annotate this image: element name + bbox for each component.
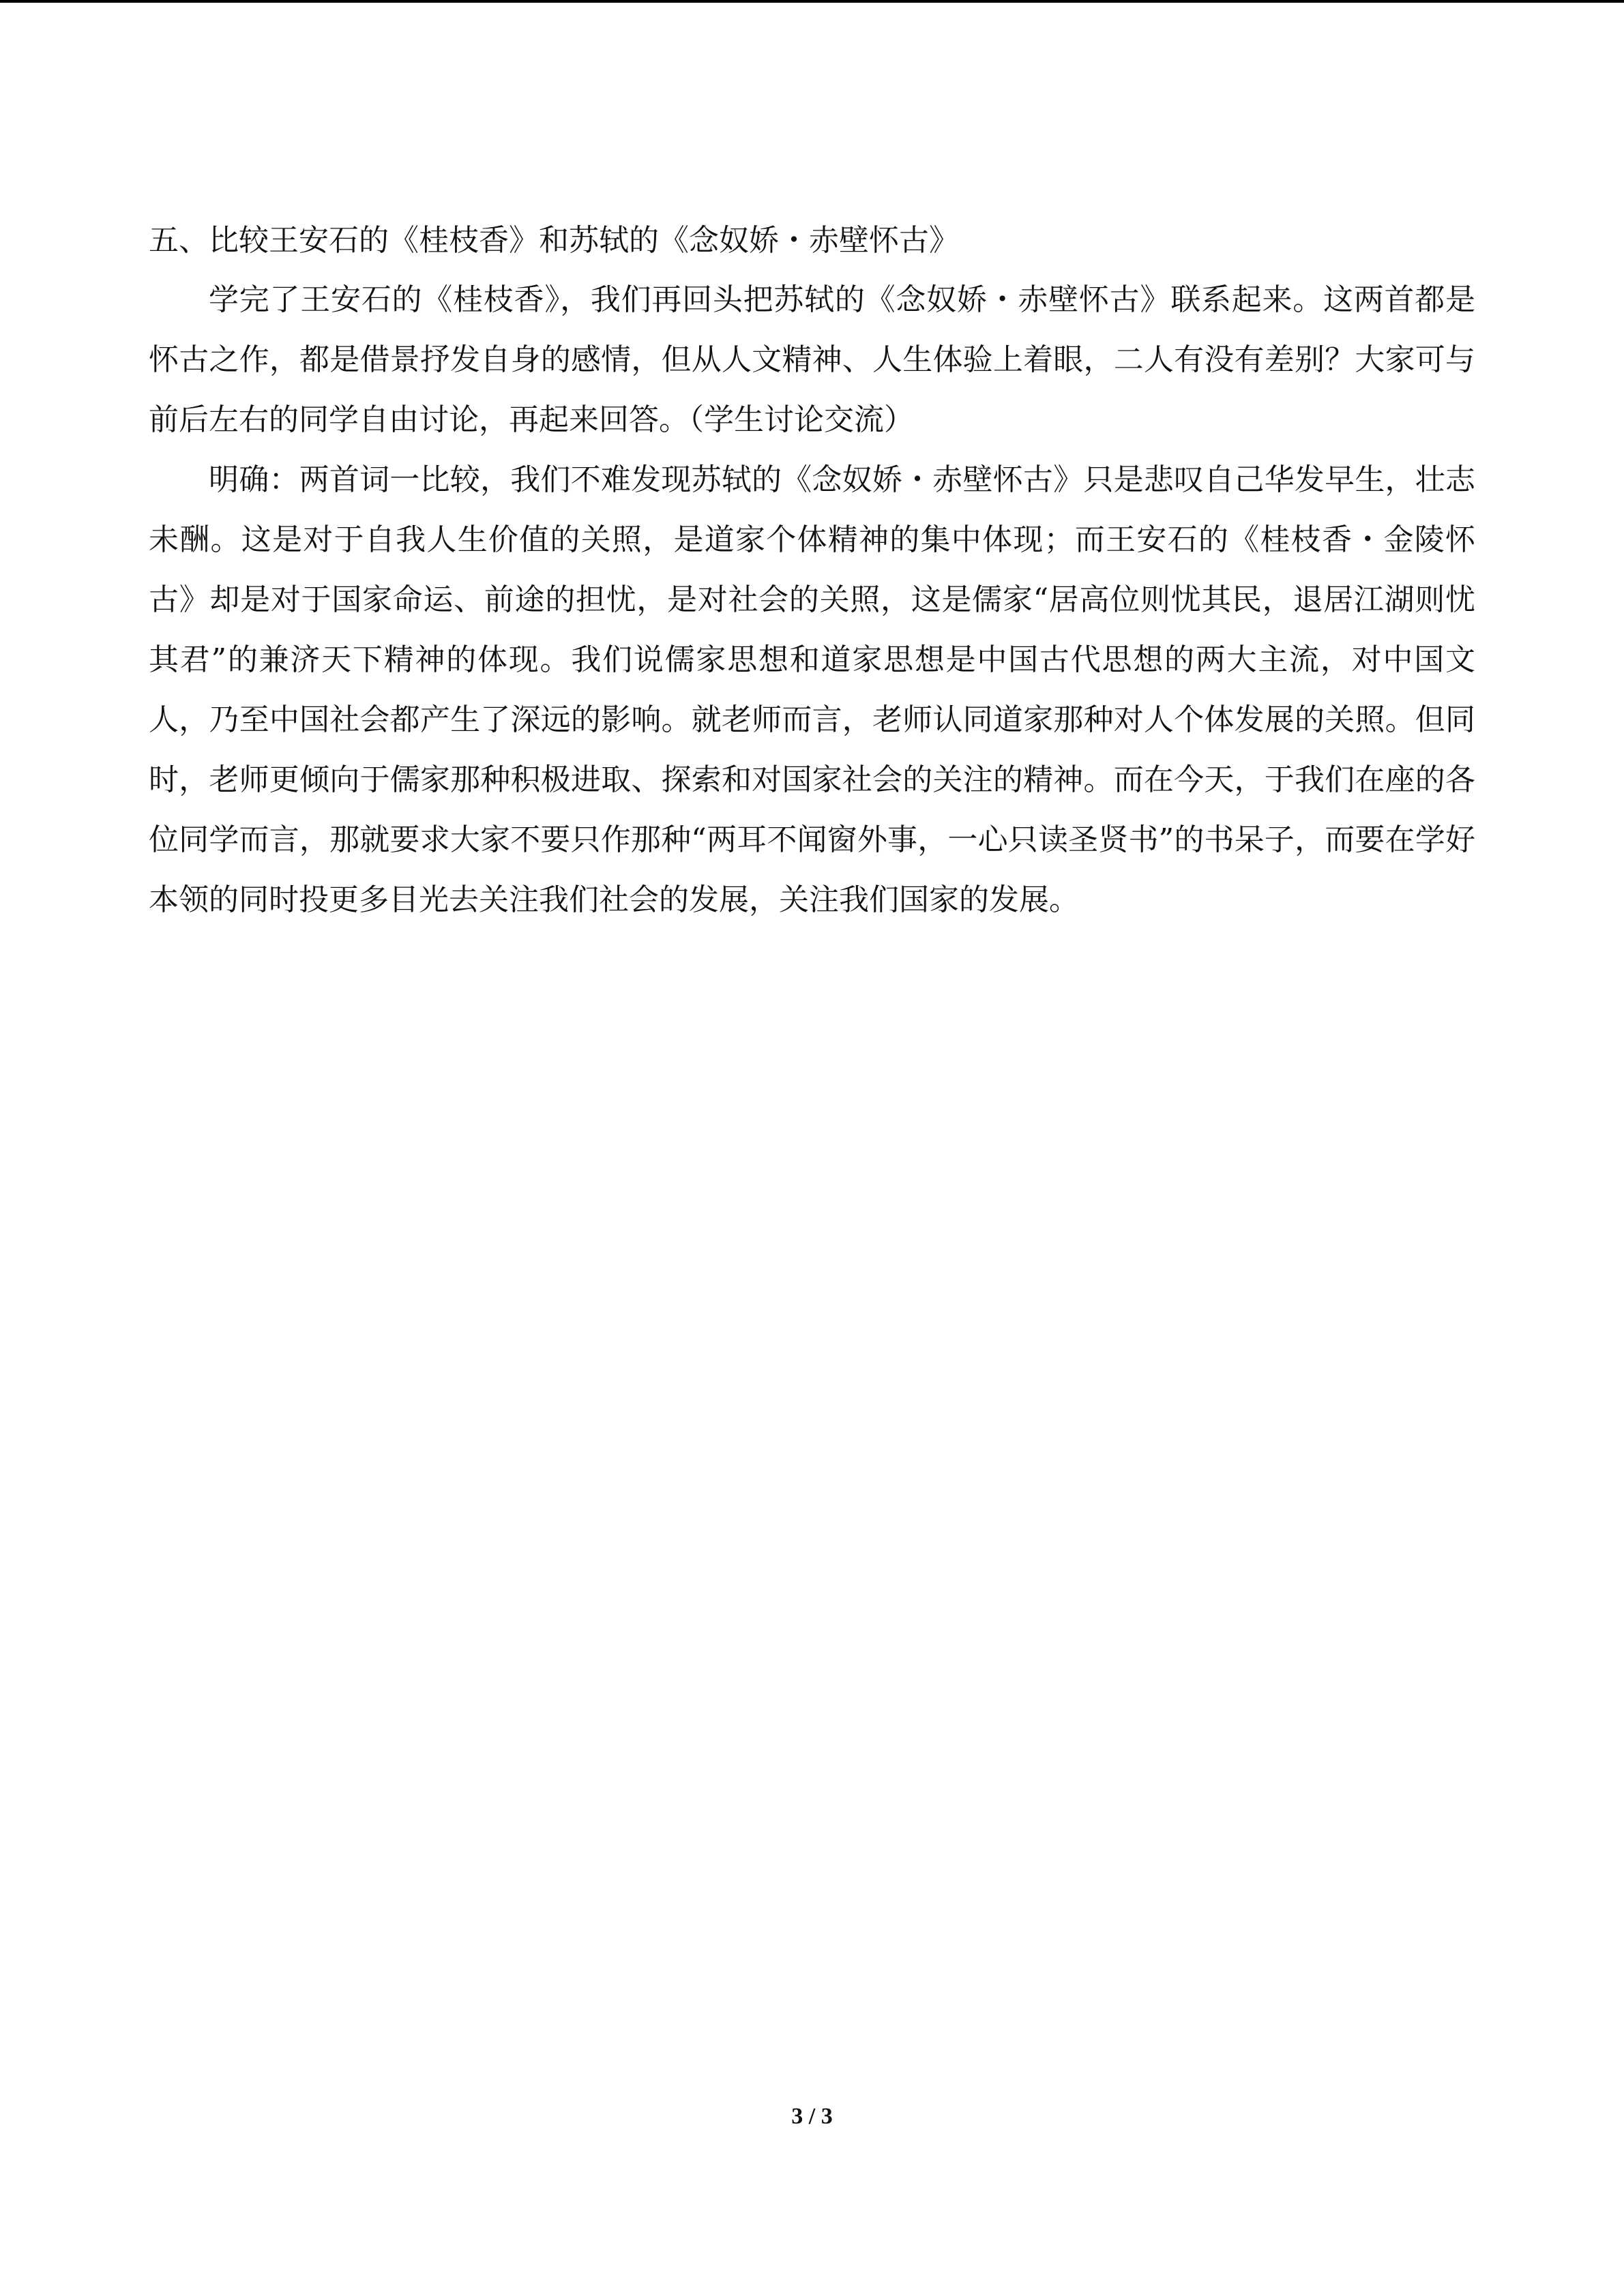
section-heading: 五、比较王安石的《桂枝香》和苏轼的《念奴娇・赤壁怀古》 [149,223,959,258]
document-body [149,211,1475,930]
page-number: 3 / 3 [791,2104,833,2129]
paragraph-discussion-prompt: 学完了王安石的《桂枝香》，我们再回头把苏轼的《念奴娇・赤壁怀古》联系起来。这两首都是怀古之作，都是借景抒发自身的感情，但从人文精神、人生体验上着眼，二人有没有差别？大家可与前后左右的同学自由讨论，再起来回答。（学生讨论交流） [149,282,1475,437]
paragraph-answer: 明确：两首词一比较，我们不难发现苏轼的《念奴娇・赤壁怀古》只是悲叹自己华发早生，壮志未酬。这是对于自我人生价值的关照，是道家个体精神的集中体现；而王安石的《桂枝香・金陵怀古》却是对于国家命运、前途的担忧，是对社会的关照，这是儒家“居高位则忧其民，退居江湖则忧其君”的兼济天下精神的体现。我们说儒家思想和道家思想是中国古代思想的两大主流，对中国文人，乃至中国社会都产生了深远的影响。就老师而言，老师认同道家那种对人个体发展的关照。但同时，老师更倾向于儒家那种积极进取、探索和对国家社会的关注的精神。而在今天，于我们在座的各位同学而言，那就要求大家不要只作那种“两耳不闻窗外事，一心只读圣贤书”的书呆子，而要在学好本领的同时投更多目光去关注我们社会的发展，关注我们国家的发展。 [149,462,1475,917]
top-border-line [0,0,1624,3]
